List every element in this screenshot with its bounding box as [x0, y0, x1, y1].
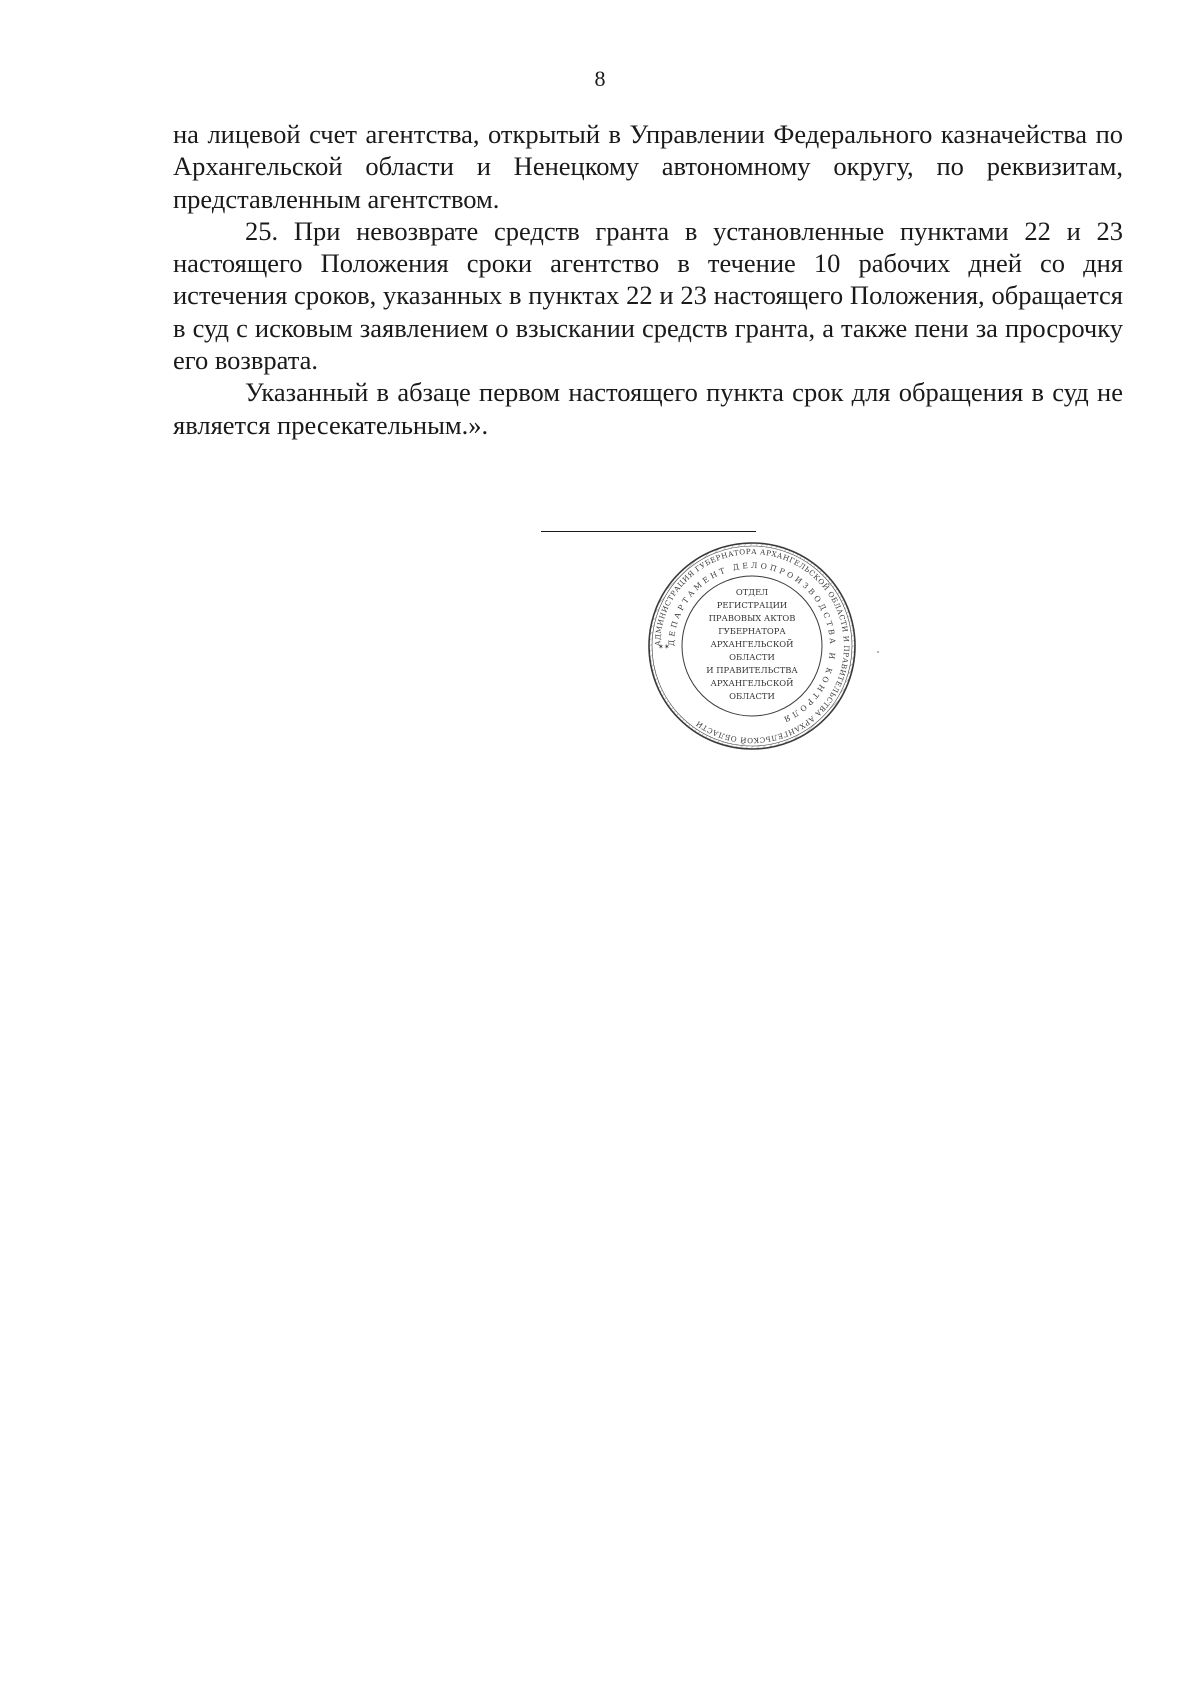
- end-of-text-rule: [541, 531, 756, 532]
- seal-center-line: ОБЛАСТИ: [729, 691, 775, 701]
- seal-center-line: ОБЛАСТИ: [729, 652, 775, 662]
- paragraph-deadline-note: Указанный в абзаце первом настоящего пункта срок для обращения в суд не является пресекательным.».: [173, 377, 1123, 440]
- seal-center-line: АРХАНГЕЛЬСКОЙ: [710, 639, 794, 649]
- page-number: 8: [594, 66, 606, 91]
- scan-speck: [877, 651, 879, 653]
- seal-center-line: ГУБЕРНАТОРА: [718, 626, 786, 636]
- paragraph-account-details: на лицевой счет агентства, открытый в Управлении Федерального казначейства по Архангельской области и Ненецкому автономному округу, по реквизитам, представленным агентством.: [173, 119, 1123, 214]
- seal-graphic: [647, 541, 857, 751]
- seal-center-line: И ПРАВИТЕЛЬСТВА: [706, 665, 798, 675]
- seal-center-line: ПРАВОВЫХ АКТОВ: [708, 613, 796, 623]
- seal-center-line: ОТДЕЛ: [735, 587, 769, 597]
- official-seal-stamp: [647, 541, 857, 751]
- document-body: [173, 118, 1123, 441]
- seal-center-line: АРХАНГЕЛЬСКОЙ: [710, 678, 794, 688]
- paragraph-clause-25: 25. При невозврате средств гранта в установленные пунктами 22 и 23 настоящего Положения сроки агентство в течение 10 рабочих дней со дня истечения сроков, указанных в пунктах 22 и 23 настоящего Положения, обращается в суд с исковым заявлением о взыскании средств гранта, а также пени за просрочку его возврата.: [173, 215, 1123, 376]
- seal-center-line: РЕГИСТРАЦИИ: [716, 600, 788, 610]
- seal-inner-ring-text: ДЕПАРТАМЕНТ ДЕЛОПРОИЗВОДСТВА И КОНТРОЛЯ: [666, 560, 838, 726]
- seal-outer-ring-text: АДМИНИСТРАЦИЯ ГУБЕРНАТОРА АРХАНГЕЛЬСКОЙ ОБЛАСТИ И ПРАВИТЕЛЬСТВА АРХАНГЕЛЬСКОЙ ОБЛАСТИ: [652, 546, 852, 746]
- seal-star-left: ✶✶: [658, 643, 670, 651]
